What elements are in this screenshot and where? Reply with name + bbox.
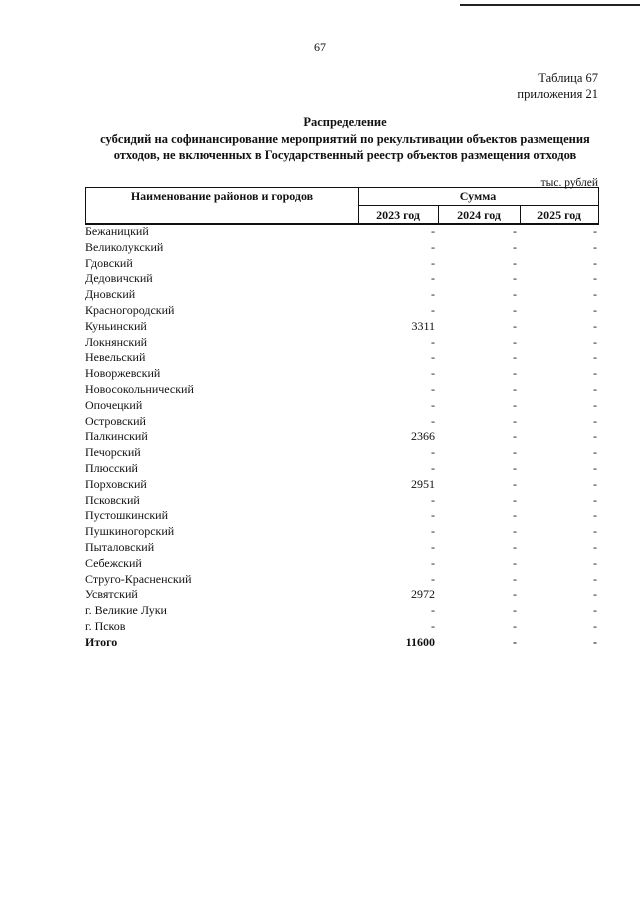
cell-2024: -	[513, 381, 517, 396]
row-name: Палкинский	[85, 429, 148, 444]
cell-2023: 2951	[411, 476, 435, 491]
units-label: тыс. рублей	[540, 177, 598, 189]
table-label: Таблица 67	[538, 71, 598, 85]
row-name: Новосокольнический	[85, 381, 194, 396]
cell-2025: -	[593, 239, 597, 254]
table-row	[85, 603, 599, 619]
cell-2024: -	[513, 508, 517, 523]
table-row	[85, 572, 599, 588]
cell-2024: -	[513, 429, 517, 444]
cell-2025: -	[593, 413, 597, 428]
cell-2023: -	[431, 539, 435, 554]
cell-2023: 2366	[411, 429, 435, 444]
cell-2025: -	[593, 334, 597, 349]
row-name: Струго-Красненский	[85, 571, 192, 586]
table-row	[85, 350, 599, 366]
row-name: Пыталовский	[85, 539, 155, 554]
cell-2024: -	[513, 397, 517, 412]
cell-2023: -	[431, 239, 435, 254]
cell-2023: -	[431, 287, 435, 302]
cell-2024: -	[513, 524, 517, 539]
row-name: Пушкиногорский	[85, 524, 175, 539]
table-row	[85, 414, 599, 430]
row-name: Псковский	[85, 492, 140, 507]
cell-2024: -	[513, 587, 517, 602]
table-row	[85, 524, 599, 540]
cell-2023: -	[431, 555, 435, 570]
header-divider	[358, 205, 598, 206]
table-row	[85, 556, 599, 572]
cell-2025: -	[593, 287, 597, 302]
cell-2024: -	[513, 255, 517, 270]
cell-2024: -	[513, 366, 517, 381]
table-row	[85, 461, 599, 477]
total-2025: -	[593, 634, 597, 649]
row-name: Невельский	[85, 350, 146, 365]
cell-2025: -	[593, 271, 597, 286]
cell-2025: -	[593, 587, 597, 602]
table-row	[85, 429, 599, 445]
cell-2023: -	[431, 224, 435, 238]
total-2024: -	[513, 634, 517, 649]
cell-2023: -	[431, 524, 435, 539]
cell-2024: -	[513, 287, 517, 302]
document-subtitle-line-1: субсидий на софинансирование мероприятий по рекультивации объектов размещения	[100, 132, 590, 146]
cell-2025: -	[593, 476, 597, 491]
column-header-name: Наименование районов и городов	[130, 189, 314, 203]
cell-2023: -	[431, 381, 435, 396]
row-name: Дновский	[85, 287, 136, 302]
top-edge-line	[460, 4, 640, 6]
row-name: г. Великие Луки	[85, 603, 167, 618]
cell-2025: -	[593, 224, 597, 238]
table-row	[85, 287, 599, 303]
cell-2024: -	[513, 271, 517, 286]
cell-2023: -	[431, 571, 435, 586]
cell-2025: -	[593, 429, 597, 444]
table-row	[85, 335, 599, 351]
cell-2024: -	[513, 603, 517, 618]
total-label: Итого	[85, 634, 118, 649]
row-name: Новоржевский	[85, 366, 161, 381]
row-name: Куньинский	[85, 318, 147, 333]
cell-2023: -	[431, 350, 435, 365]
cell-2025: -	[593, 508, 597, 523]
cell-2025: -	[593, 539, 597, 554]
table-row	[85, 445, 599, 461]
appendix-label: приложения 21	[517, 87, 598, 101]
cell-2025: -	[593, 397, 597, 412]
cell-2023: 3311	[411, 318, 435, 333]
table-row	[85, 224, 599, 240]
table-body	[85, 224, 599, 651]
cell-2024: -	[513, 539, 517, 554]
row-name: Печорский	[85, 445, 141, 460]
cell-2025: -	[593, 571, 597, 586]
column-header-2025: 2025 год	[537, 208, 581, 222]
table-row	[85, 303, 599, 319]
row-name: Великолукский	[85, 239, 164, 254]
cell-2023: -	[431, 445, 435, 460]
cell-2025: -	[593, 524, 597, 539]
table-row	[85, 493, 599, 509]
cell-2025: -	[593, 618, 597, 633]
cell-2024: -	[513, 555, 517, 570]
table-row	[85, 508, 599, 524]
row-name: Локнянский	[85, 334, 148, 349]
cell-2025: -	[593, 603, 597, 618]
table-row	[85, 382, 599, 398]
cell-2024: -	[513, 460, 517, 475]
table-row	[85, 540, 599, 556]
cell-2023: -	[431, 366, 435, 381]
cell-2023: -	[431, 492, 435, 507]
cell-2023: -	[431, 271, 435, 286]
cell-2023: -	[431, 397, 435, 412]
cell-2025: -	[593, 555, 597, 570]
cell-2023: -	[431, 302, 435, 317]
cell-2023: -	[431, 334, 435, 349]
cell-2025: -	[593, 318, 597, 333]
table-row	[85, 587, 599, 603]
document-title: Распределение	[303, 115, 387, 129]
row-name: Опочецкий	[85, 397, 143, 412]
document-subtitle-line-2: отходов, не включенных в Государственный реестр объектов размещения отходов	[113, 148, 577, 162]
cell-2023: -	[431, 618, 435, 633]
cell-2024: -	[513, 302, 517, 317]
column-header-2023: 2023 год	[376, 208, 420, 222]
cell-2024: -	[513, 334, 517, 349]
table-row	[85, 256, 599, 272]
cell-2025: -	[593, 460, 597, 475]
cell-2023: -	[431, 603, 435, 618]
cell-2023: -	[431, 508, 435, 523]
row-name: Бежаницкий	[85, 224, 149, 238]
cell-2024: -	[513, 492, 517, 507]
cell-2025: -	[593, 366, 597, 381]
row-name: Красногородский	[85, 302, 175, 317]
cell-2025: -	[593, 350, 597, 365]
cell-2024: -	[513, 445, 517, 460]
cell-2024: -	[513, 618, 517, 633]
cell-2024: -	[513, 571, 517, 586]
row-name: Дедовичский	[85, 271, 153, 286]
table-row	[85, 271, 599, 287]
cell-2024: -	[513, 239, 517, 254]
row-name: Усвятский	[85, 587, 138, 602]
table-row	[85, 398, 599, 414]
table-row	[85, 366, 599, 382]
table-row	[85, 240, 599, 256]
cell-2024: -	[513, 224, 517, 238]
cell-2023: 2972	[411, 587, 435, 602]
table-row	[85, 477, 599, 493]
cell-2024: -	[513, 350, 517, 365]
cell-2025: -	[593, 255, 597, 270]
column-header-2024: 2024 год	[457, 208, 501, 222]
cell-2023: -	[431, 255, 435, 270]
cell-2025: -	[593, 492, 597, 507]
row-name: Порховский	[85, 476, 147, 491]
cell-2023: -	[431, 460, 435, 475]
table-header	[85, 187, 599, 225]
cell-2024: -	[513, 476, 517, 491]
cell-2023: -	[431, 413, 435, 428]
cell-2025: -	[593, 302, 597, 317]
table-row	[85, 319, 599, 335]
table-row	[85, 619, 599, 635]
cell-2024: -	[513, 318, 517, 333]
page-number: 67	[314, 40, 326, 54]
row-name: Пустошкинский	[85, 508, 168, 523]
row-name: Гдовский	[85, 255, 133, 270]
row-name: Островский	[85, 413, 146, 428]
cell-2024: -	[513, 413, 517, 428]
row-name: г. Псков	[85, 618, 126, 633]
total-row	[85, 635, 599, 651]
row-name: Плюсский	[85, 460, 138, 475]
row-name: Себежский	[85, 555, 142, 570]
cell-2025: -	[593, 381, 597, 396]
column-header-sum: Сумма	[459, 189, 497, 203]
cell-2025: -	[593, 445, 597, 460]
total-2023: 11600	[405, 634, 435, 649]
